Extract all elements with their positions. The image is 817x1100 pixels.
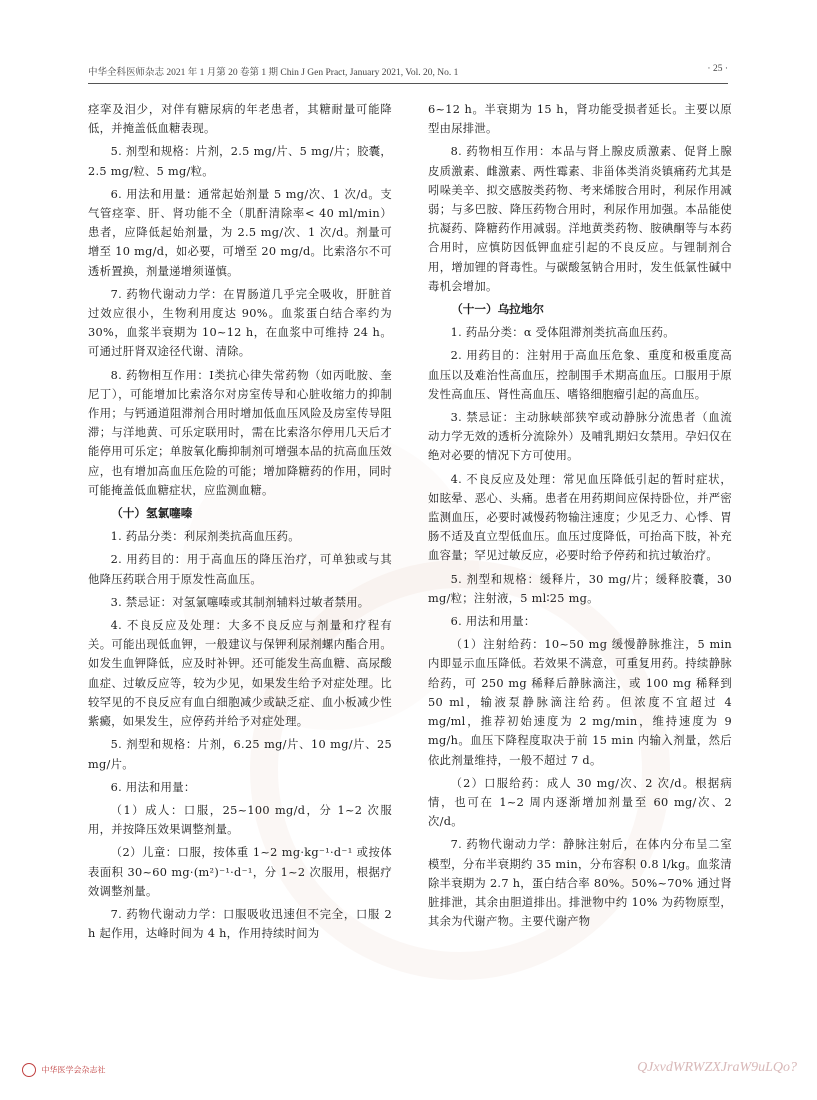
body-paragraph: 8. 药物相互作用：Ⅰ类抗心律失常药物（如丙吡胺、奎尼丁），可能增加比索洛尔对房室传导和心脏收缩力的抑制作用；与钙通道阻滞剂合用时增加低血压风险及房室传导阻滞；与洋地黄、可乐定联用时，需在比索洛尔停用几天后才能停用可乐定；单胺氧化酶抑制剂可增强本品的抗高血压效应，也有增加高血压危险的可能；增加降糖药的作用，同时可能掩盖低血糖症状，应监测血糖。 — [88, 368, 392, 497]
body-paragraph: 7. 药物代谢动力学：口服吸收迅速但不完全，口服 2 h 起作用，达峰时间为 4 h，作用持续时间为 — [88, 907, 392, 941]
body-paragraph: 3. 禁忌证：主动脉峡部狭窄或动静脉分流患者（血流动力学无效的透析分流除外）及哺乳期妇女禁用。孕妇仅在绝对必要的情况下方可使用。 — [428, 411, 732, 463]
publisher-logo — [22, 1063, 142, 1081]
publisher-logo-text: 中华医学会杂志社 — [41, 1065, 106, 1075]
body-paragraph: 7. 药物代谢动力学：静脉注射后，在体内分布呈二室模型，分布半衰期约 35 min，分布容积 0.8 l/kg。血浆清除半衰期为 2.7 h，蛋白结合率 80%。50%~70% 通过肾脏排泄，其余由胆道排出。排泄物中约 10% 为药物原型，其余为代谢产物。主要代谢产物 — [428, 838, 732, 929]
body-paragraph: 4. 不良反应及处理：常见血压降低引起的暂时症状，如眩晕、恶心、头痛。患者在用药期间应保持卧位，并严密监测血压，必要时减慢药物输注速度；少见乏力、心悸、胃肠不适及直立型低血压。血压过度降低，可抬高下肢，补充血容量；罕见过敏反应，必要时给予停药和抗过敏治疗。 — [428, 472, 732, 563]
document-id-watermark: QJxvdWRWZXJraW9uLQo? — [637, 1060, 797, 1075]
right-column — [428, 100, 732, 935]
body-paragraph: 6~12 h。半衰期为 15 h，肾功能受损者延长。主要以原型由尿排泄。 — [428, 103, 732, 136]
journal-citation: 中华全科医师杂志 2021 年 1 月第 20 卷第 1 期 Chin J Gen Pract, January 2021, Vol. 20, No. 1 — [88, 68, 459, 78]
body-paragraph: （1）成人：口服，25~100 mg/d，分 1~2 次服用，并按降压效果调整剂量。 — [88, 803, 392, 837]
body-paragraph: 5. 剂型和规格：片剂，6.25 mg/片、10 mg/片、25 mg/片。 — [88, 738, 392, 771]
body-paragraph: 1. 药品分类：利尿剂类抗高血压药。 — [110, 530, 300, 544]
section-heading: （十一）乌拉地尔 — [451, 302, 544, 317]
left-column — [88, 100, 392, 947]
header-rule — [88, 83, 728, 84]
body-paragraph: 2. 用药目的：用于高血压的降压治疗，可单独或与其他降压药联合用于原发性高血压。 — [88, 553, 392, 586]
body-paragraph: 6. 用法和用量：通常起始剂量 5 mg/次、1 次/d。支气管痉挛、肝、肾功能不全（肌酐清除率< 40 ml/min）患者，应降低起始剂量，为 2.5 mg/次、1 次/d。剂量可增至 10 mg/d，如必要，可增至 20 mg/d。比索洛尔不可透析置换，剂量递增须谨慎。 — [88, 187, 392, 278]
running-header — [88, 64, 728, 82]
body-paragraph: （2）儿童：口服，按体重 1~2 mg·kg⁻¹·d⁻¹ 或按体表面积 30~60 mg·(m²)⁻¹·d⁻¹，分 1~2 次服用，根据疗效调整剂量。 — [88, 846, 392, 898]
body-paragraph: 8. 药物相互作用：本品与肾上腺皮质激素、促肾上腺皮质激素、雌激素、两性霉素、非甾体类消炎镇痛药尤其是吲哚美辛、拟交感胺类药物、考来烯胺合用时，利尿作用减弱；与多巴胺、降压药物合用时，利尿作用加强。本品能使抗凝药、降糖药作用减弱。洋地黄类药物、胺碘酮等与本药合用时，应慎防因低钾血症引起的不良反应。与锂制剂合用，增加锂的肾毒性。与碳酸氢钠合用时，发生低氯性碱中毒机会增加。 — [428, 145, 732, 293]
body-paragraph: 5. 剂型和规格：片剂，2.5 mg/片、5 mg/片；胶囊，2.5 mg/粒、5 mg/粒。 — [88, 145, 392, 178]
body-paragraph: 痉挛及泪少，对伴有糖尿病的年老患者，其糖耐量可能降低，并掩盖低血糖表现。 — [88, 103, 392, 136]
body-paragraph: 6. 用法和用量： — [450, 615, 536, 629]
body-paragraph: 4. 不良反应及处理：大多不良反应与剂量和疗程有关。可能出现低血钾，一般建议与保钾利尿剂螺内酯合用。如发生血钾降低，应及时补钾。还可能发生高血糖、高尿酸血症、过敏反应等，较为少见，如果发生给予对症处理。比较罕见的不良反应有血白细胞减少或缺乏症、血小板减少性紫癜，如果发生，应停药并给予对症处理。 — [88, 619, 392, 729]
body-paragraph: 7. 药物代谢动力学：在胃肠道几乎完全吸收，肝脏首过效应很小，生物利用度达 90%。血浆蛋白结合率约为 30%，血浆半衰期为 10~12 h，在血浆中可维持 24 h。可通过肝肾双途径代谢、清除。 — [88, 287, 392, 359]
body-paragraph: 1. 药品分类：α 受体阻滞剂类抗高血压药。 — [450, 326, 675, 340]
body-paragraph: （1）注射给药：10~50 mg 缓慢静脉推注，5 min 内即显示血压降低。若效果不满意，可重复用药。持续静脉给药，可 250 mg 稀释后静脉滴注，或 100 mg 稀释到 50 ml，输液泵静脉滴注给药。但浓度不宜超过 4 mg/ml，推荐初始速度为 2 mg/min，维持速度为 9 mg/h。血压下降程度取决于前 15 min 内输入剂量，然后依此剂量维持，一般不超过 7 d。 — [428, 638, 732, 767]
body-paragraph: 2. 用药目的：注射用于高血压危象、重度和极重度高血压以及难治性高血压，控制围手术期高血压。口服用于原发性高血压、肾性高血压、嗜铬细胞瘤引起的高血压。 — [428, 349, 732, 401]
section-heading: （十）氢氯噻嗪 — [111, 506, 193, 521]
page-number: · 25 · — [707, 64, 728, 74]
body-paragraph: （2）口服给药：成人 30 mg/次、2 次/d。根据病情，也可在 1~2 周内逐渐增加剂量至 60 mg/次、2 次/d。 — [428, 776, 732, 829]
logo-icon — [22, 1063, 36, 1077]
body-paragraph: 3. 禁忌证：对氢氯噻嗪或其制剂辅料过敏者禁用。 — [110, 595, 370, 609]
body-paragraph: 5. 剂型和规格：缓释片，30 mg/片；缓释胶囊，30 mg/粒；注射液，5 ml∶25 mg。 — [428, 572, 732, 605]
body-paragraph: 6. 用法和用量： — [110, 780, 196, 794]
